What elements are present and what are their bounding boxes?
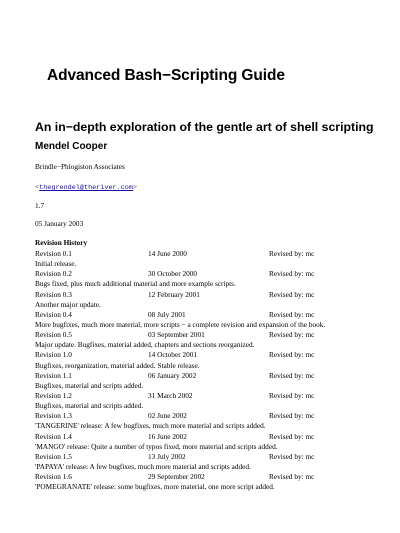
- revision-note: Bugfixes, reorganization, material added. Stable release.: [35, 360, 200, 370]
- revision-date: 14 October 2001: [148, 350, 198, 360]
- revision-author: Revised by: mc: [269, 309, 315, 319]
- revision-number: Revision 1.0: [35, 350, 72, 360]
- revision-date: 06 January 2002: [148, 370, 197, 380]
- document-title: Advanced Bash−Scripting Guide: [47, 67, 285, 84]
- publication-date: 05 January 2003: [35, 219, 84, 228]
- revision-author: Revised by: mc: [269, 390, 315, 400]
- revision-number: Revision 1.6: [35, 472, 72, 482]
- revision-author: Revised by: mc: [269, 330, 315, 340]
- revision-number: Revision 1.3: [35, 411, 72, 421]
- revision-date: 13 July 2002: [148, 451, 186, 461]
- revision-row: [35, 310, 375, 320]
- revision-date: 02 June 2002: [148, 411, 187, 421]
- revision-author: Revised by: mc: [269, 451, 315, 461]
- revision-author: Revised by: mc: [269, 370, 315, 380]
- revision-date: 16 June 2002: [148, 431, 187, 441]
- revision-number: Revision 1.4: [35, 431, 72, 441]
- revision-date: 03 September 2001: [148, 330, 205, 340]
- affiliation: Brindle−Phlogiston Associates: [35, 162, 125, 171]
- document-subtitle: An in−depth exploration of the gentle art of shell scripting: [35, 120, 374, 134]
- revision-date: 29 September 2002: [148, 472, 205, 482]
- author-name: Mendel Cooper: [35, 141, 108, 152]
- revision-note: Major update. Bugfixes, material added, chapters and sections reorganized.: [35, 340, 255, 350]
- revision-note: Bugfixes, material and scripts added.: [35, 401, 144, 411]
- revision-author: Revised by: mc: [269, 431, 315, 441]
- revision-row: [35, 411, 375, 421]
- revision-row: [35, 432, 375, 442]
- revision-author: Revised by: mc: [269, 289, 315, 299]
- revision-row: [35, 452, 375, 462]
- revision-row: [35, 290, 375, 300]
- revision-number: Revision 0.1: [35, 249, 72, 258]
- revision-number: Revision 1.2: [35, 390, 72, 400]
- revision-note: Another major update.: [35, 299, 101, 309]
- revision-number: Revision 0.3: [35, 289, 72, 299]
- email-line: [35, 182, 137, 192]
- revision-date: 14 June 2000: [148, 249, 187, 258]
- revision-number: Revision 1.1: [35, 370, 72, 380]
- revision-note: Bugfixes, material and scripts added.: [35, 380, 144, 390]
- revision-history-title: Revision History: [35, 238, 88, 247]
- revision-author: Revised by: mc: [269, 249, 315, 258]
- email-link[interactable]: thegrendel@theriver.com: [39, 184, 133, 192]
- revision-note: Initial release.: [35, 259, 77, 269]
- revision-row: [35, 350, 375, 360]
- revision-note: 'MANGO' release: Quite a number of typos fixed, more material and scripts added.: [35, 441, 278, 451]
- revision-author: Revised by: mc: [269, 411, 315, 421]
- revision-author: Revised by: mc: [269, 269, 315, 279]
- revision-number: Revision 1.5: [35, 451, 72, 461]
- revision-note: 'PAPAYA' release: A few bugfixes, much more material and scripts added.: [35, 461, 251, 471]
- email-close-bracket: >: [132, 182, 138, 191]
- revision-row: [35, 371, 375, 381]
- email-open-bracket: <: [35, 182, 40, 191]
- version: 1.7: [35, 201, 45, 210]
- revision-number: Revision 0.4: [35, 309, 72, 319]
- revision-row: [35, 391, 375, 401]
- revision-row: [35, 330, 375, 340]
- revision-row: [35, 472, 375, 482]
- revision-author: Revised by: mc: [269, 472, 315, 482]
- revision-author: Revised by: mc: [269, 350, 315, 360]
- revision-row: [35, 269, 375, 279]
- revision-date: 12 February 2001: [148, 289, 200, 299]
- revision-note: 'POMEGRANATE' release: some bugfixes, more material, one more script added.: [35, 482, 275, 492]
- revision-date: 08 July 2001: [148, 309, 186, 319]
- revision-date: 30 October 2000: [148, 269, 198, 279]
- revision-date: 31 March 2002: [148, 390, 193, 400]
- revision-number: Revision 0.2: [35, 269, 72, 279]
- revision-note: Bugs fixed, plus much additional material and more example scripts.: [35, 279, 236, 289]
- revision-note: 'TANGERINE' release: A few bugfixes, much more material and scripts added.: [35, 421, 266, 431]
- revision-history-table: [35, 249, 375, 492]
- revision-note: More bugfixes, much more material, more scripts − a complete revision and expansion of the book.: [35, 319, 326, 329]
- revision-number: Revision 0.5: [35, 330, 72, 340]
- revision-row: [35, 249, 375, 259]
